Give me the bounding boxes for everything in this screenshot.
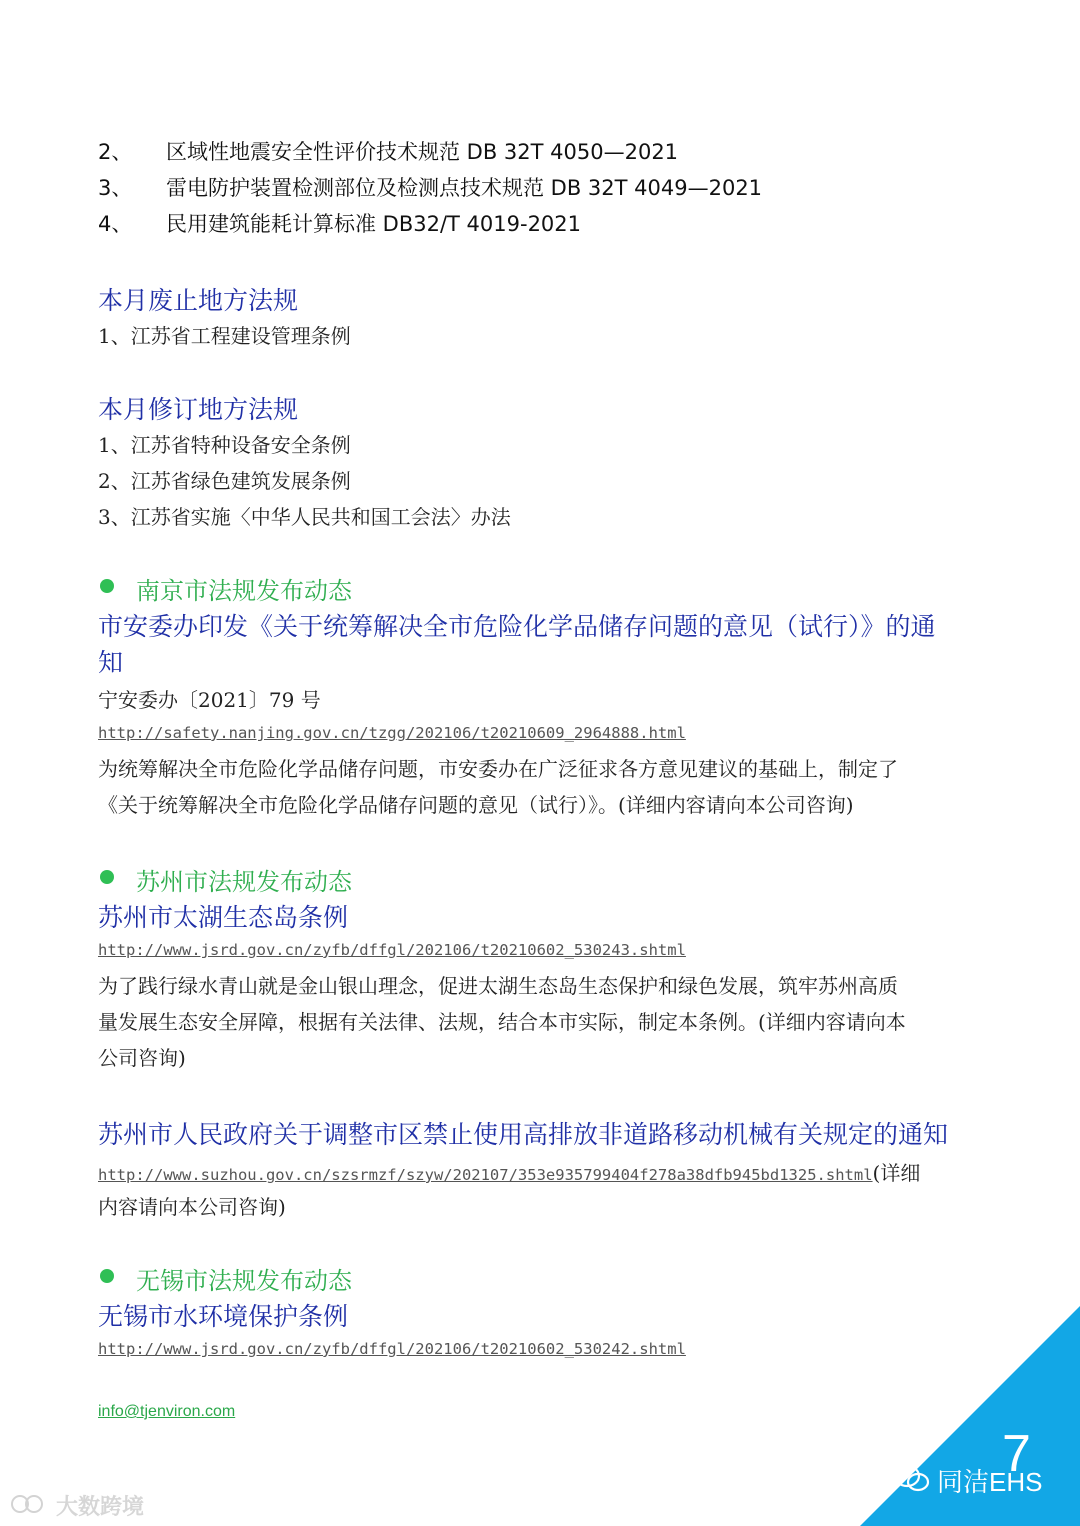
item-number: 3、 bbox=[98, 176, 133, 200]
wechat-icon bbox=[893, 1464, 931, 1498]
item-text: 民用建筑能耗计算标准 DB32/T 4019-2021 bbox=[166, 212, 582, 236]
watermark-logo-icon bbox=[10, 1492, 50, 1520]
desc-line: 为了践行绿水青山就是金山银山理念，促进太湖生态岛生态保护和绿色发展，筑牢苏州高质 bbox=[98, 974, 898, 998]
nanjing-section-heading: 南京市法规发布动态 bbox=[136, 577, 352, 605]
item-text: 区域性地震安全性评价技术规范 DB 32T 4050—2021 bbox=[166, 140, 679, 164]
desc-line: 《关于统筹解决全市危险化学品储存问题的意见（试行）》。(详细内容请向本公司咨询) bbox=[98, 793, 854, 817]
suzhou-notice-desc: 内容请向本公司咨询) bbox=[98, 1195, 286, 1219]
suzhou-section-heading: 苏州市法规发布动态 bbox=[136, 868, 352, 896]
footer-email[interactable]: info@tjenviron.com bbox=[98, 1403, 236, 1420]
revised-item: 3、江苏省实施〈中华人民共和国工会法〉办法 bbox=[98, 505, 511, 529]
watermark-text: 大数跨境 bbox=[56, 1495, 145, 1520]
desc-line: 为统筹解决全市危险化学品储存问题，市安委办在广泛征求各方意见建议的基础上，制定了 bbox=[98, 757, 898, 781]
revised-item: 1、江苏省特种设备安全条例 bbox=[98, 433, 351, 457]
suzhou-regulation-title: 苏州市太湖生态岛条例 bbox=[98, 903, 349, 932]
link-suffix: (详细 bbox=[872, 1161, 921, 1185]
suzhou-notice-link[interactable]: http://www.suzhou.gov.cn/szsrmzf/szyw/202107/353e935799404f278a38dfb945bd1325.shtml bbox=[98, 1166, 873, 1184]
nanjing-link[interactable]: http://safety.nanjing.gov.cn/tzgg/202106/t20210609_2964888.html bbox=[98, 724, 686, 742]
wuxi-section-heading: 无锡市法规发布动态 bbox=[136, 1267, 352, 1295]
bullet-dot bbox=[100, 579, 114, 593]
watermark bbox=[10, 1490, 144, 1521]
suzhou-notice-link-line bbox=[98, 1157, 920, 1186]
item-number: 2、 bbox=[98, 140, 133, 164]
abolished-item: 1、江苏省工程建设管理条例 bbox=[98, 324, 351, 348]
nanjing-description bbox=[98, 751, 898, 823]
suzhou-link[interactable]: http://www.jsrd.gov.cn/zyfb/dffgl/202106/t20210602_530243.shtml bbox=[98, 941, 686, 959]
suzhou-description bbox=[98, 968, 906, 1076]
abolished-heading: 本月废止地方法规 bbox=[98, 286, 299, 315]
desc-line: 公司咨询) bbox=[98, 1046, 186, 1070]
revised-heading: 本月修订地方法规 bbox=[98, 395, 299, 424]
brand-mark bbox=[893, 1462, 1042, 1499]
wuxi-link[interactable]: http://www.jsrd.gov.cn/zyfb/dffgl/202106/t20210602_530242.shtml bbox=[98, 1340, 686, 1358]
nanjing-notice-title: 市安委办印发《关于统筹解决全市危险化学品储存问题的意见（试行）》的通 bbox=[98, 612, 936, 641]
nanjing-doc-number: 宁安委办〔2021〕79 号 bbox=[98, 688, 321, 712]
suzhou-notice-title: 苏州市人民政府关于调整市区禁止使用高排放非道路移动机械有关规定的通知 bbox=[98, 1120, 949, 1149]
bullet-dot bbox=[100, 870, 114, 884]
page-number: 7 bbox=[1002, 1425, 1031, 1483]
desc-line: 量发展生态安全屏障，根据有关法律、法规，结合本市实际，制定本条例。(详细内容请向本 bbox=[98, 1010, 906, 1034]
item-number: 4、 bbox=[98, 212, 133, 236]
wuxi-regulation-title: 无锡市水环境保护条例 bbox=[98, 1302, 349, 1331]
brand-name: 同洁EHS bbox=[937, 1467, 1043, 1497]
item-text: 雷电防护装置检测部位及检测点技术规范 DB 32T 4049—2021 bbox=[166, 176, 763, 200]
nanjing-notice-title-cont: 知 bbox=[98, 648, 124, 677]
revised-item: 2、江苏省绿色建筑发展条例 bbox=[98, 469, 351, 493]
bullet-dot bbox=[100, 1269, 114, 1283]
